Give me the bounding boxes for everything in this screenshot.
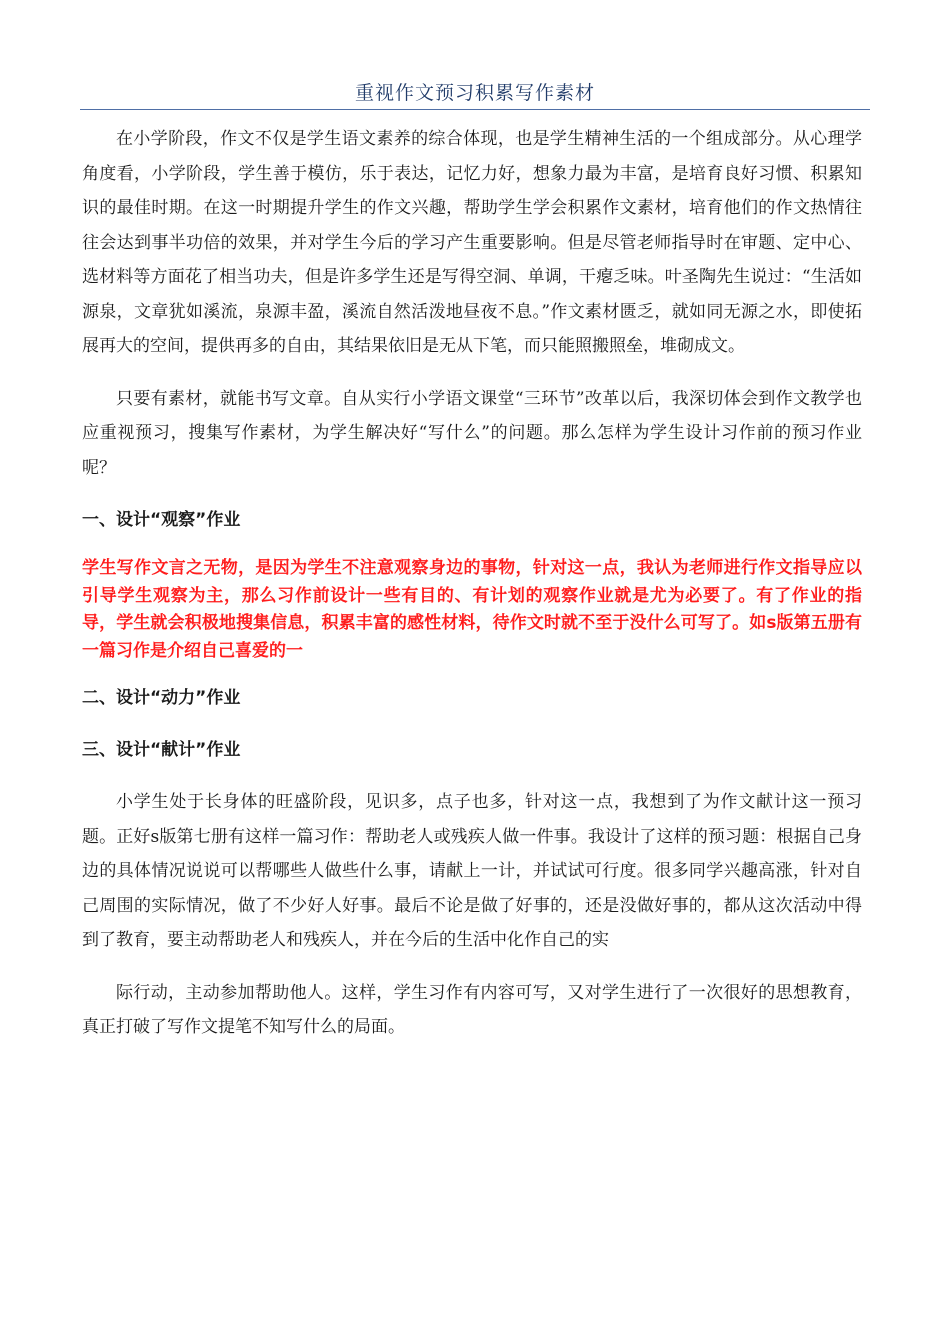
paragraph-suggestion: 小学生处于长身体的旺盛阶段，见识多，点子也多，针对这一点，我想到了为作文献计这一预习题。正好s版第七册有这样一篇习作：帮助老人或残疾人做一件事。我设计了这样的预习题：根据自己身边的具体情况说说可以帮哪些人做些什么事，请献上一计，并试试可行度。很多同学兴趣高涨，针对自己周围的实际情况，做了不少好人好事。最后不论是做了好事的，还是没做好事的，都从这次活动中得到了教育，要主动帮助老人和残疾人，并在今后的生活中化作自己的实 — [82, 792, 862, 950]
paragraph-question: 只要有素材，就能书写文章。自从实行小学语文课堂“三环节”改革以后，我深切体会到作文教学也应重视预习，搜集写作素材，为学生解决好“写什么”的问题。那么怎样为学生设计习作前的预习作业呢？ — [82, 388, 862, 478]
header-divider — [80, 109, 870, 110]
document-body — [82, 122, 862, 1063]
paragraph-conclusion: 际行动，主动参加帮助他人。这样，学生习作有内容可写，又对学生进行了一次很好的思想教育，真正打破了写作文提笔不知写什么的局面。 — [82, 982, 862, 1037]
document-header-title: 重视作文预习积累写作素材 — [354, 82, 595, 104]
paragraph-highlighted: 学生写作文言之无物，是因为学生不注意观察身边的事物，针对这一点，我认为老师进行作文指导应以引导学生观察为主，那么习作前设计一些有目的、有计划的观察作业就是尤为必要了。有了作业的指导，学生就会积极地搜集信息，积累丰富的感性材料，待作文时就不至于没什么可写了。如s版第五册有一篇习作是介绍自己喜爱的一 — [82, 558, 862, 661]
paragraph-intro: 在小学阶段，作文不仅是学生语文素养的综合体现，也是学生精神生活的一个组成部分。从心理学角度看，小学阶段，学生善于模仿，乐于表达，记忆力好，想象力最为丰富，是培育良好习惯、积累知识的最佳时期。在这一时期提升学生的作文兴趣，帮助学生学会积累作文素材，培育他们的作文热情往往会达到事半功倍的效果，并对学生今后的学习产生重要影响。但是尽管老师指导时在审题、定中心、选材料等方面花了相当功夫，但是许多学生还是写得空洞、单调，干瘪乏味。叶圣陶先生说过：“生活如源泉，文章犹如溪流，泉源丰盈，溪流自然活泼地昼夜不息。”作文素材匮乏，就如同无源之水，即使拓展再大的空间，提供再多的自由，其结果依旧是无从下笔，而只能照搬照垒，堆砌成文。 — [82, 129, 862, 356]
section-heading-observe: 一、设计“观察”作业 — [82, 510, 241, 530]
section-heading-motivation: 二、设计“动力”作业 — [82, 688, 241, 708]
section-heading-suggestion: 三、设计“献计”作业 — [82, 740, 241, 760]
